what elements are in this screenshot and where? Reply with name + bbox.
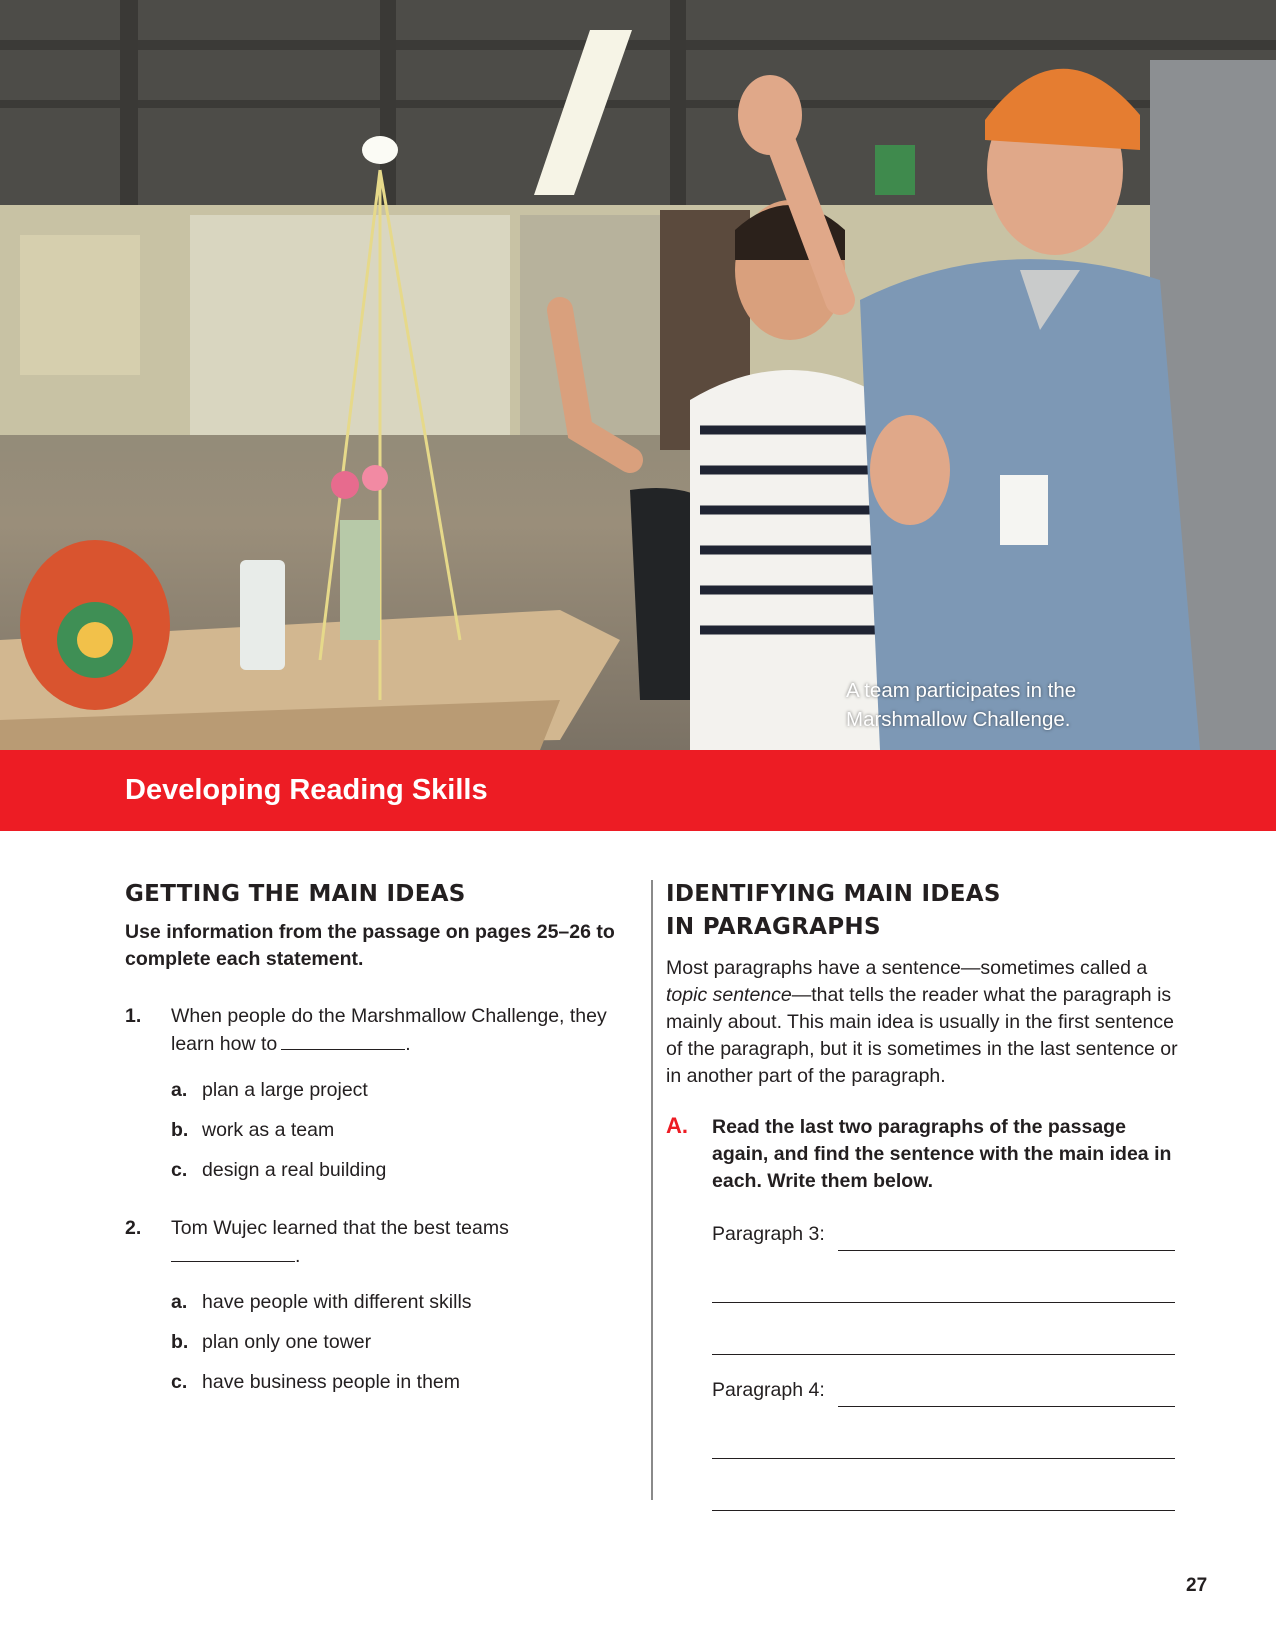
option-text: have people with different skills bbox=[202, 1291, 472, 1313]
write-line bbox=[712, 1302, 1175, 1303]
intro-text-a: Most paragraphs have a sentence—sometimes called a bbox=[666, 957, 1148, 979]
write-line bbox=[712, 1354, 1175, 1355]
option-letter: b. bbox=[171, 1119, 189, 1141]
write-line bbox=[712, 1510, 1175, 1511]
column-divider bbox=[651, 880, 653, 1500]
option-letter: a. bbox=[171, 1079, 188, 1101]
question-end: . bbox=[295, 1245, 301, 1267]
option-text: plan only one tower bbox=[202, 1331, 372, 1353]
question-number: 2. bbox=[125, 1217, 142, 1239]
option[interactable] bbox=[171, 1150, 635, 1190]
task-text: Read the last two paragraphs of the passage again, and find the sentence with the main idea in each. Write them below. bbox=[712, 1116, 1172, 1192]
write-line-row[interactable] bbox=[712, 1313, 1175, 1365]
paragraph-4-line[interactable] bbox=[712, 1365, 1175, 1417]
banner-title: Developing Reading Skills bbox=[125, 774, 488, 806]
option[interactable] bbox=[171, 1362, 635, 1402]
write-line-row[interactable] bbox=[712, 1417, 1175, 1469]
option-text: work as a team bbox=[202, 1119, 335, 1141]
answer-blank[interactable] bbox=[281, 1031, 405, 1050]
options-list bbox=[171, 1282, 635, 1402]
paragraph-3-line[interactable] bbox=[712, 1209, 1175, 1261]
option-letter: b. bbox=[171, 1331, 189, 1353]
instructions: Use information from the passage on pages 25–26 to complete each statement. bbox=[125, 921, 615, 970]
heading-line-1: IDENTIFYING MAIN IDEAS bbox=[666, 881, 1001, 907]
team-photo bbox=[0, 0, 1276, 750]
paragraph-4-label: Paragraph 4: bbox=[712, 1377, 831, 1403]
page-number: 27 bbox=[1186, 1575, 1208, 1596]
heading-line-2: IN PARAGRAPHS bbox=[666, 914, 881, 940]
option-text: design a real building bbox=[202, 1159, 387, 1181]
option[interactable] bbox=[171, 1322, 635, 1362]
task-letter: A. bbox=[666, 1113, 688, 1138]
photo-caption bbox=[846, 676, 1146, 734]
question-text: When people do the Marshmallow Challenge, they learn how to bbox=[171, 1005, 607, 1055]
question-end: . bbox=[405, 1033, 411, 1055]
question-number: 1. bbox=[125, 1005, 142, 1027]
section-heading-main-ideas: GETTING THE MAIN IDEAS bbox=[125, 881, 466, 907]
option-letter: a. bbox=[171, 1291, 188, 1313]
option[interactable] bbox=[171, 1070, 635, 1110]
write-line bbox=[838, 1406, 1175, 1407]
write-line-row[interactable] bbox=[712, 1469, 1175, 1521]
intro-text-b: —that tells the reader what the paragraph is mainly about. This main idea is usually in the first sentence of the paragraph, but it is sometimes in the last sentence or in another part of the paragraph. bbox=[666, 984, 1178, 1087]
right-column bbox=[666, 878, 1186, 1521]
write-line bbox=[838, 1250, 1175, 1251]
option-text: have business people in them bbox=[202, 1371, 461, 1393]
topic-sentence-term: topic sentence bbox=[666, 984, 792, 1006]
answer-blank[interactable] bbox=[171, 1243, 295, 1262]
write-line bbox=[712, 1458, 1175, 1459]
question-2 bbox=[125, 1214, 635, 1402]
answer-lines bbox=[712, 1209, 1175, 1521]
question-text: Tom Wujec learned that the best teams bbox=[171, 1217, 509, 1239]
option-letter: c. bbox=[171, 1159, 188, 1181]
caption-line-1: A team participates in the bbox=[846, 679, 1077, 702]
photo-illustration bbox=[0, 0, 1276, 750]
option[interactable] bbox=[171, 1110, 635, 1150]
section-heading-identifying bbox=[666, 878, 1186, 944]
option-text: plan a large project bbox=[202, 1079, 368, 1101]
question-1 bbox=[125, 1002, 635, 1190]
section-banner bbox=[0, 750, 1276, 831]
task-a bbox=[666, 1114, 1186, 1195]
paragraph-3-label: Paragraph 3: bbox=[712, 1221, 831, 1247]
left-column bbox=[125, 878, 635, 1402]
caption-line-2: Marshmallow Challenge. bbox=[846, 708, 1071, 731]
options-list bbox=[171, 1070, 635, 1190]
option-letter: c. bbox=[171, 1371, 188, 1393]
write-line-row[interactable] bbox=[712, 1261, 1175, 1313]
option[interactable] bbox=[171, 1282, 635, 1322]
intro-paragraph bbox=[666, 955, 1186, 1090]
